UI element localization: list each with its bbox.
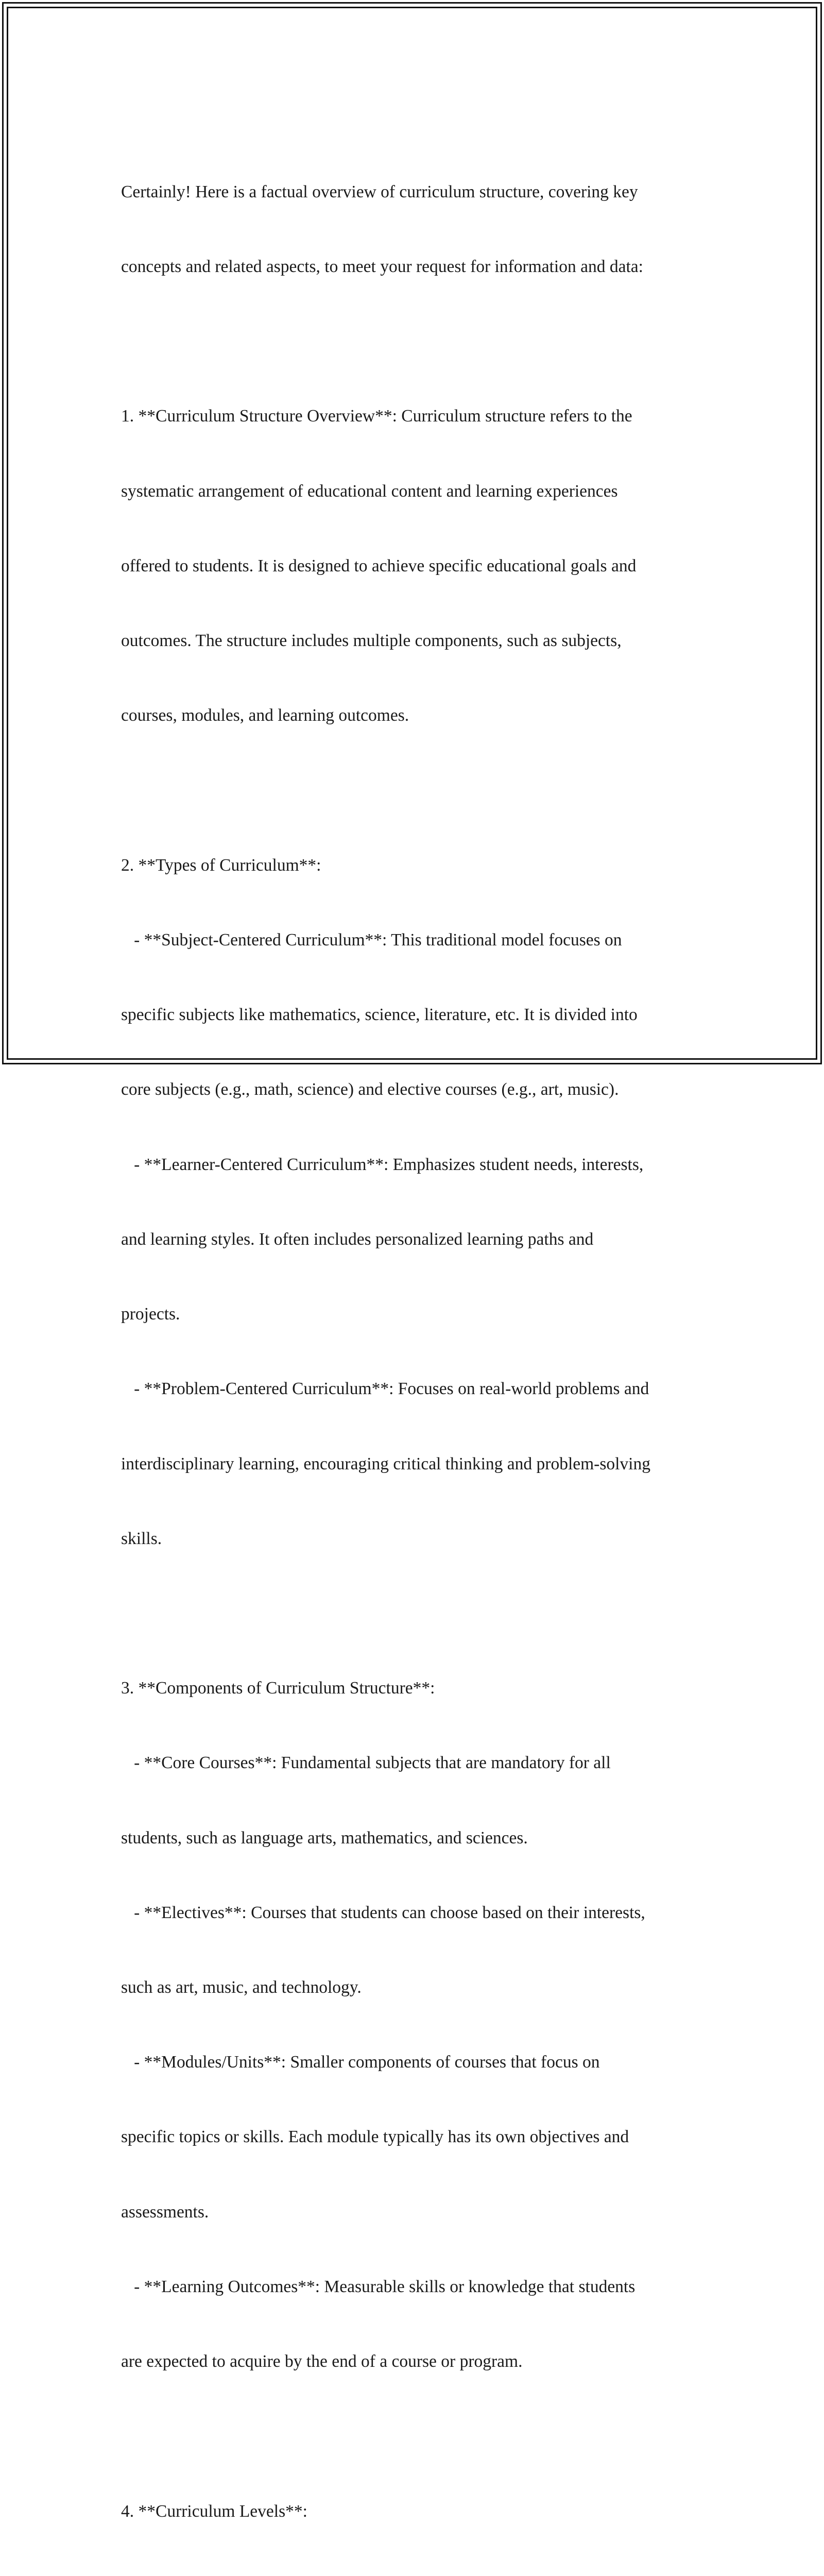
text-line: - **Modules/Units**: Smaller components of courses that focus on — [121, 2053, 600, 2072]
text-line: - **Subject-Centered Curriculum**: This traditional model focuses on — [121, 930, 622, 950]
text-line: assessments. — [121, 2202, 209, 2222]
text-line: - **Problem-Centered Curriculum**: Focuses on real-world problems and — [121, 1379, 649, 1399]
text-line: are expected to acquire by the end of a course or program. — [121, 2352, 523, 2371]
text-line: - **Learner-Centered Curriculum**: Emphasizes student needs, interests, — [121, 1155, 644, 1174]
text-line: - **Learning Outcomes**: Measurable skills or knowledge that students — [121, 2277, 636, 2296]
text-line: skills. — [121, 1529, 162, 1548]
text-line: offered to students. It is designed to achieve specific educational goals and — [121, 556, 637, 575]
text-line: 3. **Components of Curriculum Structure**: — [121, 1679, 435, 1698]
text-line: Certainly! Here is a factual overview of curriculum structure, covering key — [121, 182, 638, 201]
text-line: 2. **Types of Curriculum**: — [121, 855, 321, 875]
text-line: 4. **Curriculum Levels**: — [121, 2501, 307, 2521]
document-body — [121, 130, 718, 2576]
text-line: specific subjects like mathematics, science, literature, etc. It is divided into — [121, 1005, 638, 1025]
text-line: projects. — [121, 1304, 180, 1324]
text-line: systematic arrangement of educational content and learning experiences — [121, 481, 618, 501]
text-line: students, such as language arts, mathematics, and sciences. — [121, 1828, 528, 1848]
text-line: and learning styles. It often includes personalized learning paths and — [121, 1229, 594, 1249]
text-line: courses, modules, and learning outcomes. — [121, 706, 409, 725]
text-line: such as art, music, and technology. — [121, 1978, 362, 1997]
text-line: concepts and related aspects, to meet your request for information and data: — [121, 257, 643, 277]
blank-line — [121, 1601, 718, 1626]
text-line — [121, 2574, 718, 2576]
text-line: specific topics or skills. Each module typically has its own objectives and — [121, 2127, 629, 2147]
text-line: - **Core Courses**: Fundamental subjects that are mandatory for all — [121, 1753, 611, 1773]
text-line: core subjects (e.g., math, science) and elective courses (e.g., art, music). — [121, 1080, 619, 1099]
blank-line — [121, 778, 718, 803]
blank-line — [121, 329, 718, 354]
text-line: - **Electives**: Courses that students can choose based on their interests, — [121, 1903, 645, 1922]
text-line: interdisciplinary learning, encouraging critical thinking and problem-solving — [121, 1454, 650, 1473]
text-line: 1. **Curriculum Structure Overview**: Curriculum structure refers to the — [121, 406, 632, 426]
text-line: outcomes. The structure includes multiple components, such as subjects, — [121, 631, 622, 651]
blank-line — [121, 2424, 718, 2449]
